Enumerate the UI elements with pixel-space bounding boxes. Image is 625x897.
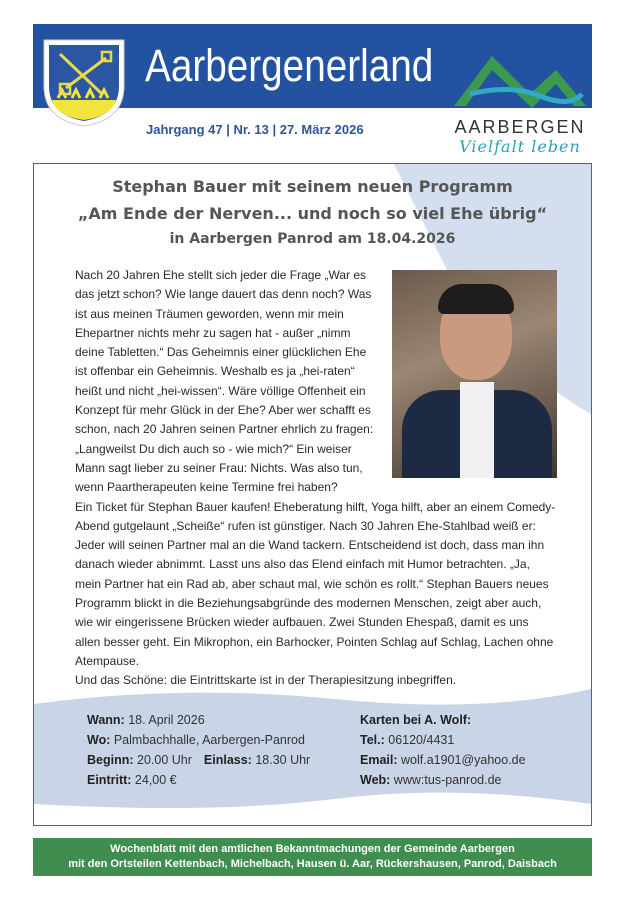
tel-label: Tel.:	[360, 733, 385, 747]
article-headline	[33, 173, 592, 227]
mountain-logo-icon	[450, 50, 590, 110]
paragraph-main	[75, 498, 557, 691]
footer-banner	[33, 838, 592, 876]
entry-value: 18.30 Uhr	[251, 753, 311, 767]
paragraph-intro: Nach 20 Jahren Ehe stellt sich jeder die Frage „War es das jetzt schon? Wie lange dauert das denn noch? Was ist aus meinen Träumen geworden, wenn mir mein Ehepartner nichts mehr zu sagen hat - außer „nimm deine Tabletten.“ Das Geheimnis einer glücklichen Ehe ist offenbar ein Geheimnis. Weshalb es ja „hei-raten“ heißt und nicht „hei-wissen“. Wäre völlige Offenheit ein Konzept für mehr Glück in der Ehe? Aber wer schafft es schon, nach 20 Jahren seinen Partner ehrlich zu fragen: „Langweilst Du dich auch so - wie mich?“ Ein weiser Mann sagt lieber zu seiner Frau: Nichts. Was also tun, wenn Paartherapeuten keine Termine frei haben?	[75, 268, 374, 495]
where-value: Palmbachhalle, Aarbergen-Panrod	[110, 733, 305, 747]
paragraph-2: Ein Ticket für Stephan Bauer kaufen! Eheberatung hilft, Yoga hilft, aber an einem Comedy-Abend gutgelaunt „Scheiße“ rufen ist günstiger. Nach 30 Jahren Ehe-Stahlbad weiß er: Jeder will seinen Partner mal an die Wand tackern. Entscheidend ist doch, dass man ihn danach wieder abnimmt. Lasst uns also das Elend einfach mit Humor betrachten. „Ja, mein Partner hat ein Rad ab, aber schaut mal, wie schön es rollt.“ Stephan Bauers neues Programm blickt in die Beziehungsabgründe des modernen Menschen, zeigt aber auch, wie wir eingerissene Brücken wieder aufbauen. Zwei Stunden Ehespaß, damit es uns allen besser geht. Ein Mikrophon, ein Barhocker, Pointen Schlag auf Schlag, Lachen ohne Atempause.	[75, 499, 556, 668]
article-body	[75, 266, 557, 691]
paragraph-3: Und das Schöne: die Eintrittskarte ist in der Therapiesitzung inbegriffen.	[75, 673, 457, 688]
article-subline: in Aarbergen Panrod am 18.04.2026	[169, 231, 456, 247]
publication-title: Aarbergenerland	[145, 40, 434, 91]
performer-photo	[392, 270, 557, 478]
logo-slogan: Vielfalt leben	[459, 137, 581, 156]
email-label: Email:	[360, 753, 398, 767]
headline-line-2: „Am Ende der Nerven... und noch so viel Ehe übrig“	[77, 204, 548, 223]
coat-of-arms-icon	[40, 36, 128, 128]
event-details	[87, 710, 310, 790]
entry-label: Einlass:	[203, 753, 252, 767]
when-value: 18. April 2026	[124, 713, 205, 727]
issue-info: Jahrgang 47 | Nr. 13 | 27. März 2026	[146, 122, 364, 137]
web-label: Web:	[360, 773, 391, 787]
footer-line-1: Wochenblatt mit den amtlichen Bekanntmachungen der Gemeinde Aarbergen	[110, 843, 515, 855]
footer-line-2: mit den Ortsteilen Kettenbach, Michelbach, Hausen ü. Aar, Rückershausen, Panrod, Daisbach	[68, 858, 557, 870]
start-value: 20.00 Uhr	[133, 753, 192, 767]
email-value[interactable]: wolf.a1901@yahoo.de	[397, 753, 526, 767]
price-label: Eintritt:	[87, 773, 132, 787]
logo-text: AARBERGEN	[454, 117, 586, 137]
price-value: 24,00 €	[131, 773, 177, 787]
ticket-details	[360, 710, 526, 790]
web-value[interactable]: www:tus-panrod.de	[390, 773, 502, 787]
where-label: Wo:	[87, 733, 111, 747]
headline-line-1: Stephan Bauer mit seinem neuen Programm	[112, 177, 513, 196]
tickets-label: Karten bei A. Wolf:	[360, 713, 472, 727]
municipality-logo	[450, 50, 590, 156]
tel-value: 06120/4431	[384, 733, 455, 747]
when-label: Wann:	[87, 713, 125, 727]
start-label: Beginn:	[87, 753, 134, 767]
